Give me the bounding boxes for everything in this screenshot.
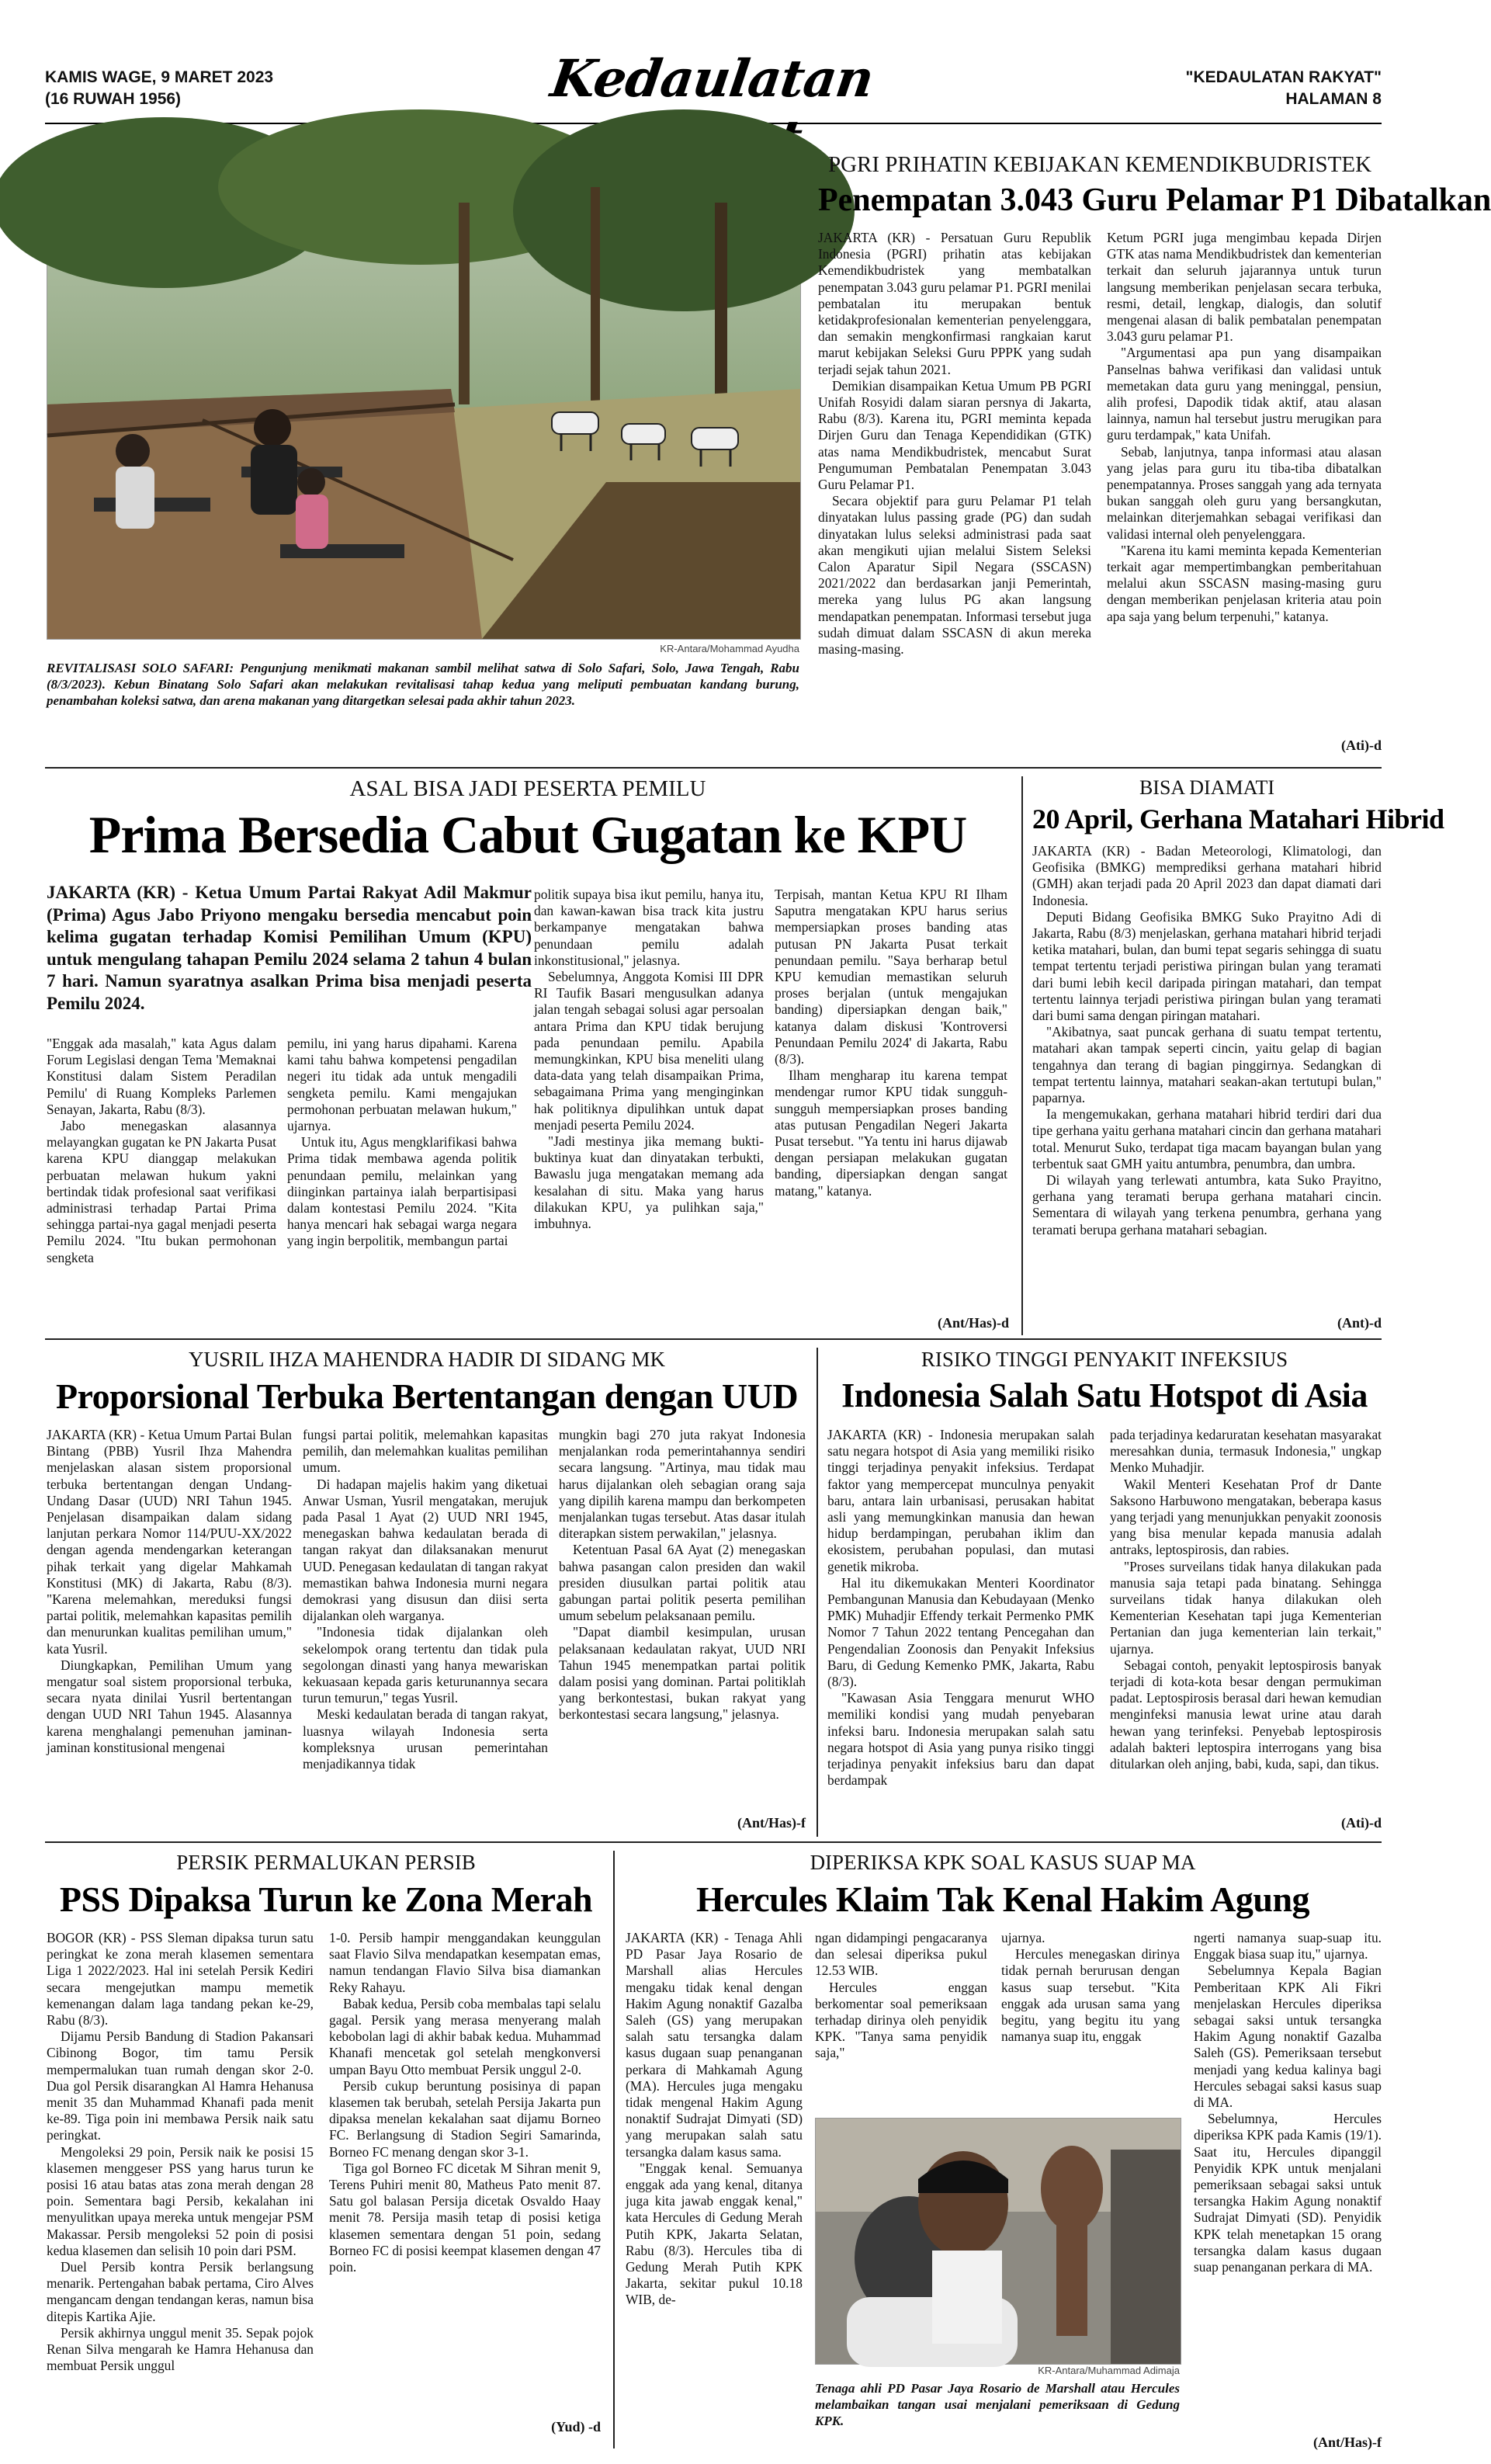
yusril-paragraph: Diungkapkan, Pemilihan Umum yang mengatur soal sistem proporsional terbuka, secara nyata dinilai Yusril bertentangan dengan UUD NRI Tahun 1945. Alasannya karena menghalangi pemenuhan jaminan-jaminan konstitusional mengenai — [47, 1657, 292, 1755]
hotspot-paragraph: pada terjadinya kedaruratan kesehatan masyarakat meresahkan dunia, termasuk Indonesia," ungkap Menko Muhadjir. — [1110, 1427, 1382, 1476]
hercules-column-1 — [626, 1930, 803, 2442]
yusril-column-3 — [559, 1427, 806, 1815]
hotspot-paragraph: Wakil Menteri Kesehatan Prof dr Dante Saksono Harbuwono mengatakan, beberapa kasus yang terjadi yang menunjukkan penyakit zoonosis yang bisa menular kepada manusia adalah antraks, leptospirosis, dan rabies. — [1110, 1476, 1382, 1558]
hercules-photo — [815, 2118, 1181, 2365]
pss-paragraph: 1-0. Persib hampir menggandakan keunggulan saat Flavio Silva mendapatkan kesempatan emas, namun tendangan Flavio Silva bisa diamankan Reky Rahayu. — [329, 1930, 601, 1995]
hotspot-column-1 — [827, 1427, 1094, 1831]
hotspot-kicker: RISIKO TINGGI PENYAKIT INFEKSIUS — [921, 1348, 1288, 1371]
prima-paragraph: Terpisah, mantan Ketua KPU RI Ilham Saputra mengatakan KPU harus serius mempersiapkan proses banding atas putusan PN Jakarta Pusat terkait penundaan pemilu. "Saya berharap betul KPU kemudian memastikan seluruh proses berjalan (untuk mengajukan banding) dipersiapkan dengan baik," katanya dalam diskusi 'Kontroversi Penundaan Pemilu 2024' di Jakarta, Rabu (8/3). — [775, 887, 1007, 1067]
hercules-column-4 — [1194, 1930, 1382, 2442]
prima-headline: Prima Bersedia Cabut Gugatan ke KPU — [88, 805, 967, 864]
yusril-kicker: YUSRIL IHZA MAHENDRA HADIR DI SIDANG MK — [189, 1348, 665, 1371]
hotspot-headline: Indonesia Salah Satu Hotspot di Asia — [841, 1376, 1368, 1414]
pgri-column-1 — [818, 230, 1091, 758]
prima-column-1 — [47, 1036, 276, 1331]
hercules-photo-caption: Tenaga ahli PD Pasar Jaya Rosario de Marshall atau Hercules melambaikan tangan usai menjalani pemeriksaan di Gedung KPK. — [815, 2381, 1180, 2428]
solo-photo-caption: REVITALISASI SOLO SAFARI: Pengunjung menikmati makanan sambil melihat satwa di Solo Safari, Solo, Jawa Tengah, Rabu (8/3/2023). Kebun Binatang Solo Safari akan melakukan revitalisasi tahap kedua yang meliputi pembuatan kandang burung, penambahan koleksi satwa, dan arena makanan yang ditargetkan selesai pada akhir tahun 2023. — [47, 661, 799, 708]
issue-date: KAMIS WAGE, 9 MARET 2023 — [45, 68, 274, 86]
prima-kicker: ASAL BISA JADI PESERTA PEMILU — [349, 776, 706, 801]
yusril-paragraph: Di hadapan majelis hakim yang diketuai Anwar Usman, Yusril mengatakan, merujuk pada Pasal 1 Ayat (2) UUD NRI 1945, menegaskan bahwa kedaulatan berada di tangan rakyat dan dilaksanakan menurut UUD. Penegasan kedaulatan di tangan rakyat memastikan bahwa Indonesia murni negara demokrasi yang disusun dan diisi serta dijalankan oleh warganya. — [303, 1476, 548, 1624]
yusril-paragraph: "Dapat diambil kesimpulan, urusan pelaksanaan kedaulatan rakyat, UUD NRI Tahun 1945 menempatkan partai politik dalam posisi yang dominan. Partai politiklah yang berkontestasi, bukan rakyat yang berkontestasi secara langsung," jelasnya. — [559, 1624, 806, 1723]
hotspot-paragraph: JAKARTA (KR) - Indonesia merupakan salah satu negara hotspot di Asia yang memiliki risiko tinggi terjadinya penyakit infeksius. Terdapat faktor yang mempercepat munculnya penyakit baru, antara lain urbanisasi, perusakan habitat asli yang memungkinkan manusia dan hewan hidup berdampingan, perubahan iklim dan ekosistem, perubahan populasi, dan mutasi genetik mikroba. — [827, 1427, 1094, 1574]
pss-paragraph: Dijamu Persib Bandung di Stadion Pakansari Cibinong Bogor, tim tamu Persik mempermalukan tuan rumah dengan skor 2-0. Dua gol Persik disarangkan Al Hamra Hehanusa menit 35 dan Muhammad Khanafi pada menit ke-89. Tiga poin ini membawa Persik naik satu peringkat. — [47, 2028, 314, 2143]
hercules-paragraph: Hercules menegaskan dirinya tidak pernah berurusan dengan kasus suap tersebut. "Kita enggak ada urusan sama yang begitu, yang begitu itu yang namanya suap itu, enggak — [1001, 1946, 1180, 2045]
prima-column-2 — [287, 1036, 517, 1331]
hercules-paragraph: ujarnya. — [1001, 1930, 1045, 1945]
hercules-photo-credit: KR-Antara/Muhammad Adimaja — [1038, 2365, 1180, 2376]
pss-paragraph: Duel Persib kontra Persik berlangsung menarik. Pertengahan babak pertama, Ciro Alves mengancam dengan tendangan keras, namun bisa ditepis Kartika Ajie. — [47, 2259, 314, 2324]
pgri-paragraph: Ketum PGRI juga mengimbau kepada Dirjen GTK atas nama Mendikbudristek dan kementerian terkait dan seluruh jajarannya untuk turun langsung memberikan penjelasan secara terbuka, resmi, detail, lengkap, dialogis, dan solutif mengenai alasan di balik pembatalan penempatan 3.043 guru pelamar P1. — [1107, 230, 1382, 345]
prima-paragraph: Jabo menegaskan alasannya melayangkan gugatan ke PN Jakarta Pusat karena KPU dianggap melakukan perbuatan melawan hukum yakni bertindak tidak profesional saat verifikasi administrasi terhadap Partai Prima sehingga partai-nya gagal menjadi peserta Pemilu 2024. "Itu bukan permohonan sengketa — [47, 1118, 276, 1265]
hercules-paragraph: JAKARTA (KR) - Tenaga Ahli PD Pasar Jaya Rosario de Marshall alias Hercules mengaku tidak kenal dengan Hakim Agung nonaktif Gazalba Saleh (GS) yang merupakan salah satu tersangka dalam kasus dugaan suap penanganan perkara di Mahkamah Agung (MA). Hercules juga mengaku tidak mengenal Hakim Agung nonaktif Sudrajat Dimyati (SD) yang merupakan salah satu tersangka dalam kasus sama. — [626, 1930, 803, 2160]
hotspot-signature: (Ati)-d — [1341, 1815, 1382, 1831]
pgri-paragraph: JAKARTA (KR) - Persatuan Guru Republik Indonesia (PGRI) prihatin atas kebijakan Kemendikbudristek yang membatalkan penempatan 3.043 guru pelamar P1. PGRI menilai pembatalan itu merupakan bentuk ketidakprofesionalan kementerian penyelenggara, dan semakin mengkonfirmasi rangkaian karut marut kebijakan Seleksi Guru PPPK yang sudah terjadi sejak tahun 2021. — [818, 230, 1091, 377]
gerhana-paragraph: Di wilayah yang terlewati antumbra, kata Suko Prayitno, gerhana yang teramati berupa gerhana matahari cincin. Sementara di wilayah yang terkena penumbra, gerhana yang teramati berupa gerhana matahari sebagian. — [1032, 1172, 1382, 1237]
pss-paragraph: BOGOR (KR) - PSS Sleman dipaksa turun satu peringkat ke zona merah klasemen sementara Liga 1 2022/2023. Hal ini setelah Persik Kediri secara mengejutkan mampu memetik kemenangan dalam laga tandang pekan ke-29, Rabu (8/3). — [47, 1930, 314, 2028]
solo-photo-credit: KR-Antara/Mohammad Ayudha — [660, 643, 799, 654]
pgri-paragraph: Demikian disampaikan Ketua Umum PB PGRI Unifah Rosyidi dalam siaran persnya di Jakarta, Rabu (8/3). Karena itu, PGRI meminta kepada Dirjen Guru dan Tenaga Kependidikan (GTK) atas nama Mendikbudristek, mencabut Surat Pengumuman Pembatalan Penempatan 3.043 Guru Pelamar P1. — [818, 377, 1091, 493]
pgri-signature: (Ati)-d — [1341, 737, 1382, 753]
column-divider — [1021, 776, 1023, 1335]
pss-column-1 — [47, 1930, 314, 2435]
pss-column-2 — [329, 1930, 601, 2419]
pss-headline: PSS Dipaksa Turun ke Zona Merah — [59, 1879, 593, 1919]
hotspot-paragraph: "Kawasan Asia Tenggara menurut WHO memiliki kondisi yang mudah penyebaran infeksi baru. Indonesia merupakan salah satu negara hotspot di Asia yang punya risiko tinggi terjadinya penyakit infeksius baru dan dapat berdampak — [827, 1690, 1094, 1789]
gerhana-paragraph: "Akibatnya, saat puncak gerhana di suatu tempat tertentu, matahari akan tampak seperti cincin, yaitu gelap di bagian tengahnya dan terang di bagian pinggirnya. Sedangkan di tempat tertentu lainnya, matahari seakan-akan tertutupi bulan," paparnya. — [1032, 1024, 1382, 1106]
prima-column-3 — [534, 887, 764, 1331]
prima-paragraph: "Jadi mestinya jika memang bukti-buktinya kuat dan dinyatakan terbukti, Bawaslu juga mengatakan memang ada kesalahan di situ. Maka yang harus dilakukan KPU, ya pulihkan saja," imbuhnya. — [534, 1133, 764, 1232]
pss-paragraph: Babak kedua, Persib coba membalas tapi selalu gagal. Persik yang merasa menyerang malah kebobolan lagi di akhir babak kedua. Muhammad Khanafi mencetak gol setelah mengkonversi umpan Bayu Otto membuat Persik unggul 2-0. — [329, 1995, 601, 2077]
hercules-signature: (Ant/Has)-f — [1313, 2435, 1382, 2450]
pgri-paragraph: Sebab, lanjutnya, tanpa informasi atau alasan yang jelas para guru itu tiba-tiba dibatalkan penempatannya. Proses sanggah yang ada ternyata bukan sanggah oleh guru yang bersangkutan, melainkan diterjemahkan sebagai verifikasi dan validasi internal oleh penyelenggara. — [1107, 443, 1382, 542]
pgri-headline: Penempatan 3.043 Guru Pelamar P1 Dibatalkan — [818, 182, 1491, 218]
yusril-paragraph: "Indonesia tidak dijalankan oleh sekelompok orang tertentu dan tidak pula segolongan dinasti yang hanya mewariskan kekuasaan kepada garis keturunannya secara turun temurun," tegas Yusril. — [303, 1624, 548, 1706]
pgri-kicker: PGRI PRIHATIN KEBIJAKAN KEMENDIKBUDRISTEK — [827, 152, 1372, 177]
pss-paragraph: Persik akhirnya unggul menit 35. Sepak pojok Renan Silva mengarah ke Hamra Hehanusa dan membuat Persik unggul — [47, 2324, 314, 2374]
yusril-signature: (Ant/Has)-f — [737, 1815, 806, 1831]
gerhana-column — [1032, 843, 1382, 1314]
masthead-page-block — [1102, 67, 1382, 110]
hercules-paragraph: Sebelumnya, Hercules diperiksa KPK pada Kamis (19/1). Saat itu, Hercules dipanggil Penyidik KPK untuk menjalani pemeriksaan sebagai saksi untuk tersangka Hakim Agung nonaktif Sudrajat Dimyati (SD). Penyidik KPK telah menetapkan 15 orang tersangka dalam kasus dugaan suap penanganan perkara di MA. — [1194, 2111, 1382, 2275]
hercules-column-2 — [815, 1930, 987, 2108]
pgri-paragraph: "Argumentasi apa pun yang disampaikan Panselnas bahwa verifikasi dan validasi untuk memetakan data guru yang meninggal, pensiun, alih profesi, Dapodik tidak aktif, atau alasan lainnya, namun hal tersebut justru merugikan para guru terdampak," kata Unifah. — [1107, 345, 1382, 443]
gerhana-signature: (Ant)-d — [1337, 1315, 1382, 1331]
section-divider — [45, 1841, 1382, 1843]
prima-paragraph: Sebelumnya, Anggota Komisi III DPR RI Taufik Basari mengusulkan adanya jalan tengah sebagai solusi agar persoalan antara Prima dan KPU tidak berujung pada penundaan pemilu. Apabila memungkinkan, KPU bisa meneliti ulang data-data yang telah disampaikan Prima, sebagaimana Prima yang menginginkan hak politiknya dipulihkan untuk dapat menjadi peserta Pemilu 2024. — [534, 969, 764, 1133]
pss-paragraph: Mengoleksi 29 poin, Persik naik ke posisi 15 klasemen menggeser PSS yang harus turun ke posisi 16 atau batas atas zona merah dengan 28 poin. Sementara bagi Persib, kekalahan ini menyulitkan upaya mereka untuk mengejar PSM Makassar. Persib mengoleksi 52 poin di posisi kedua klasemen dan selisih 10 poin dari PSM. — [47, 2143, 314, 2258]
gerhana-paragraph: Ia mengemukakan, gerhana matahari hibrid terdiri dari dua tipe gerhana yaitu gerhana matahari cincin dan gerhana matahari total. Menurut Suko, terdapat tiga macam bayangan bulan yang terbentuk saat GMH yaitu antumbra, penumbra, dan umbra. — [1032, 1106, 1382, 1171]
hercules-paragraph: ngan didampingi pengacaranya dan selesai diperiksa pukul 12.53 WIB. — [815, 1930, 987, 1979]
column-divider — [613, 1851, 615, 2448]
yusril-headline: Proporsional Terbuka Bertentangan dengan UUD — [55, 1376, 799, 1416]
hercules-column-3 — [1001, 1930, 1180, 2108]
hercules-headline: Hercules Klaim Tak Kenal Hakim Agung — [695, 1879, 1310, 1919]
prima-paragraph: politik supaya bisa ikut pemilu, hanya itu, dan kawan-kawan bisa track kita justru berkampanye mengatakan bahwa penundaan pemilu adalah inkonstitusional," jelasnya. — [534, 887, 764, 968]
hercules-kicker: DIPERIKSA KPK SOAL KASUS SUAP MA — [810, 1851, 1196, 1874]
pgri-paragraph: "Karena itu kami meminta kepada Kementerian terkait agar mempertimbangkan pemberitahuan melalui akun SSCASN masing-masing guru dengan memberikan penjelasan kriteria atau poin apa saja yang belum terpenuhi," katanya. — [1107, 542, 1382, 624]
publication-name: "KEDAULATAN RAKYAT" — [1185, 68, 1382, 86]
pss-paragraph: Tiga gol Borneo FC dicetak M Sihran menit 9, Terens Puhiri menit 80, Matheus Pato menit 87. Satu gol balasan Persija dicetak Osvaldo Haay menit 78. Persija masih tetap di posisi ketiga klasemen sementara dengan 51 poin, sedang Borneo FC di posisi keempat klasemen dengan 47 poin. — [329, 2160, 601, 2275]
hotspot-paragraph: Sebagai contoh, penyakit leptospirosis banyak terjadi di kota-kota besar dengan permukiman padat. Leptospirosis berasal dari hewan kemudian menginfeksi manusia lewat urine atau darah hewan yang terinfeksi. Penyebab leptospirosis adalah bakteri leptospira interrogans yang bisa ditularkan oleh anjing, babi, kuda, sapi, dan tikus. — [1110, 1657, 1382, 1772]
pgri-column-2 — [1107, 230, 1382, 758]
pgri-paragraph: Secara objektif para guru Pelamar P1 telah dinyatakan lulus passing grade (PG) dan sudah dinyatakan lulus seleksi administrasi pada saat akan mengikuti ujian melalui Sistem Seleksi Calon Aparatur Sipil Negara (SSCASN) 2021/2022 dan berdasarkan janji Pemerintah, mereka yang lulus PG akan langsung mendapatkan penempatan. Informasi tersebut juga sudah dimuat dalam SSCASN di akun mereka masing-masing. — [818, 493, 1091, 658]
prima-column-4 — [775, 887, 1007, 1312]
prima-paragraph: Ilham mengharap itu karena tempat mendengar rumor KPU tidak sungguh-sungguh mempersiapkan proses banding atas putusan Pengadilan Negeri Jakarta Pusat tersebut. "Ya tentu ini harus dijawab dengan persiapan melakukan gugatan banding, dipersiapkan dengan sangat matang," katanya. — [775, 1067, 1007, 1199]
issue-hijri-date: (16 RUWAH 1956) — [45, 90, 182, 108]
gerhana-headline: 20 April, Gerhana Matahari Hibrid — [1032, 803, 1444, 835]
yusril-paragraph: JAKARTA (KR) - Ketua Umum Partai Bulan Bintang (PBB) Yusril Ihza Mahendra menjelaskan alasan sistem proporsional terbuka bertentangan dengan Undang-Undang Dasar (UUD) NRI Tahun 1945. Penjelasan disampaikan dalam sidang lanjutan perkara Nomor 114/PUU-XX/2022 dengan agenda mendengarkan keterangan pihak terkait yang digelar Mahkamah Konstitusi (MK) di Jakarta, Rabu (8/3). "Karena melemahkan, mereduksi fungsi partai politik, melemahkan kapasitas pemilih dan menurunkan kualitas pemilihan umum," kata Yusril. — [47, 1427, 292, 1657]
gerhana-kicker: BISA DIAMATI — [1139, 776, 1275, 799]
hercules-paragraph: Hercules enggan berkomentar soal pemeriksaan terhadap dirinya oleh penyidik KPK. "Tanya sama penyidik saja," — [815, 1979, 987, 2061]
yusril-paragraph: mungkin bagi 270 juta rakyat Indonesia menjalankan roda pemerintahannya sendiri secara langsung. "Artinya, mau tidak mau harus dijalankan oleh sebagian orang saja yang dipilih karena mampu dan berkompeten menjalankan tugas tersebut. Atas dasar itulah diterapkan sistem perwakilan," jelasnya. — [559, 1427, 806, 1542]
section-divider — [45, 767, 1382, 769]
gerhana-paragraph: JAKARTA (KR) - Badan Meteorologi, Klimatologi, dan Geofisika (BMKG) memprediksi gerhana matahari hibrid (GMH) akan terjadi pada 20 April 2023 dan dapat diamati dari Indonesia. — [1032, 843, 1382, 908]
masthead-date-block — [45, 67, 324, 110]
column-divider — [817, 1348, 818, 1837]
hotspot-paragraph: "Proses surveilans tidak hanya dilakukan pada manusia saja tetapi pada binatang. Sehingga surveilans tidak hanya dilakukan oleh Kementerian Kesehatan tapi juga Kementerian Pertanian dan juga kementerian lain terkait," ujarnya. — [1110, 1558, 1382, 1657]
prima-paragraph: "Enggak ada masalah," kata Agus dalam Forum Legislasi dengan Tema 'Memaknai Konstitusi dalam Sistem Peradilan Pemilu' di Ruang Kompleks Parlemen Senayan, Jakarta, Rabu (8/3). — [47, 1036, 276, 1117]
yusril-paragraph: Meski kedaulatan berada di tangan rakyat, luasnya wilayah Indonesia serta kompleksnya urusan pemerintahan menjadikannya tidak — [303, 1706, 548, 1772]
hercules-paragraph: Sebelumnya Kepala Bagian Pemberitaan KPK Ali Fikri menjelaskan Hercules diperiksa sebagai saksi untuk tersangka Hakim Agung nonaktif Gazalba Saleh (GS). Pemeriksaan tersebut menjadi yang kedua kalinya bagi Hercules sebagai saksi kasus suap di MA. — [1194, 1963, 1382, 2111]
hercules-paragraph: "Enggak kenal. Semuanya enggak ada yang kenal, ditanya juga kita jawab enggak kenal," kata Hercules di Gedung Merah Putih KPK, Jakarta Selatan, Rabu (8/3). Hercules tiba di Gedung Merah Putih KPK Jakarta, sekitar pukul 10.18 WIB, de- — [626, 2160, 803, 2308]
yusril-column-2 — [303, 1427, 548, 1831]
pss-signature: (Yud) -d — [551, 2419, 601, 2435]
page-number: HALAMAN 8 — [1285, 90, 1382, 108]
newspaper-logo: Kedaulatan — [547, 48, 877, 109]
yusril-column-1 — [47, 1427, 292, 1831]
yusril-paragraph: fungsi partai politik, melemahkan kapasitas pemilih, dan melemahkan kualitas pemilihan umum. — [303, 1427, 548, 1476]
hercules-paragraph: ngerti namanya suap-suap itu. Enggak biasa suap itu," ujarnya. — [1194, 1930, 1382, 1963]
pss-paragraph: Persib cukup beruntung posisinya di papan klasemen tak berubah, setelah Persija Jakarta pun dipaksa menelan kekalahan saat dijamu Borneo FC. Berlangsung di Stadion Segiri Samarinda, Borneo FC menang dengan skor 3-1. — [329, 2077, 601, 2160]
gerhana-paragraph: Deputi Bidang Geofisika BMKG Suko Prayitno Adi di Jakarta, Rabu (8/3) menjelaskan, gerhana matahari hibrid terjadi ketika matahari, bulan, dan bumi tepat segaris sehingga di suatu tempat tertentu terjadi peristiwa piringan bulan yang teramati dari bumi lebih kecil daripada piringan matahari, dan tempat tertentu lainnya terjadi peristiwa piringan bulan yang teramati dari bumi sama dengan piringan matahari. — [1032, 908, 1382, 1024]
prima-paragraph: pemilu, ini yang harus dipahami. Karena kami tahu bahwa kompetensi pengadilan negeri itu tidak ada untuk mengadili sengketa pemilu. Kami mengajukan permohonan perbuatan melawan hukum," ujarnya. — [287, 1036, 517, 1134]
hotspot-column-2 — [1110, 1427, 1382, 1815]
pss-kicker: PERSIK PERMALUKAN PERSIB — [176, 1851, 476, 1874]
prima-signature: (Ant/Has)-d — [937, 1315, 1009, 1331]
prima-paragraph: Untuk itu, Agus mengklarifikasi bahwa Prima tidak membawa agenda politik penundaan pemilu, melainkan yang diinginkan partainya ialah berpartisipasi dalam kontestasi Pemilu 2024. "Kita hanya mencari hak sebagai warga negara yang ingin berpolitik, membangun partai — [287, 1134, 517, 1249]
solo-safari-photo — [47, 155, 801, 640]
prima-lead: JAKARTA (KR) - Ketua Umum Partai Rakyat Adil Makmur (Prima) Agus Jabo Priyono mengaku bersedia mencabut poin kelima gugatan terhadap Komisi Pemilihan Umum (KPU) untuk mengulang tahapan Pemilu 2024 selama 2 tahun 4 bulan 7 hari. Namun syaratnya asalkan Prima bisa menjadi peserta Pemilu 2024. — [47, 883, 532, 1013]
hotspot-paragraph: Hal itu dikemukakan Menteri Koordinator Pembangunan Manusia dan Kebudayaan (Menko PMK) Muhadjir Effendy terkait Permenko PMK Nomor 7 Tahun 2022 tentang Pencegahan dan Pengendalian Zoonosis dan Penyakit Infeksius Baru, di Gedung Kemenko PMK, Jakarta, Rabu (8/3). — [827, 1574, 1094, 1690]
yusril-paragraph: Ketentuan Pasal 6A Ayat (2) menegaskan bahwa pasangan calon presiden dan wakil presiden diusulkan partai politik atau gabungan partai politik peserta pemilihan umum sebelum pelaksanaan pemilu. — [559, 1542, 806, 1624]
section-divider — [45, 1338, 1382, 1340]
